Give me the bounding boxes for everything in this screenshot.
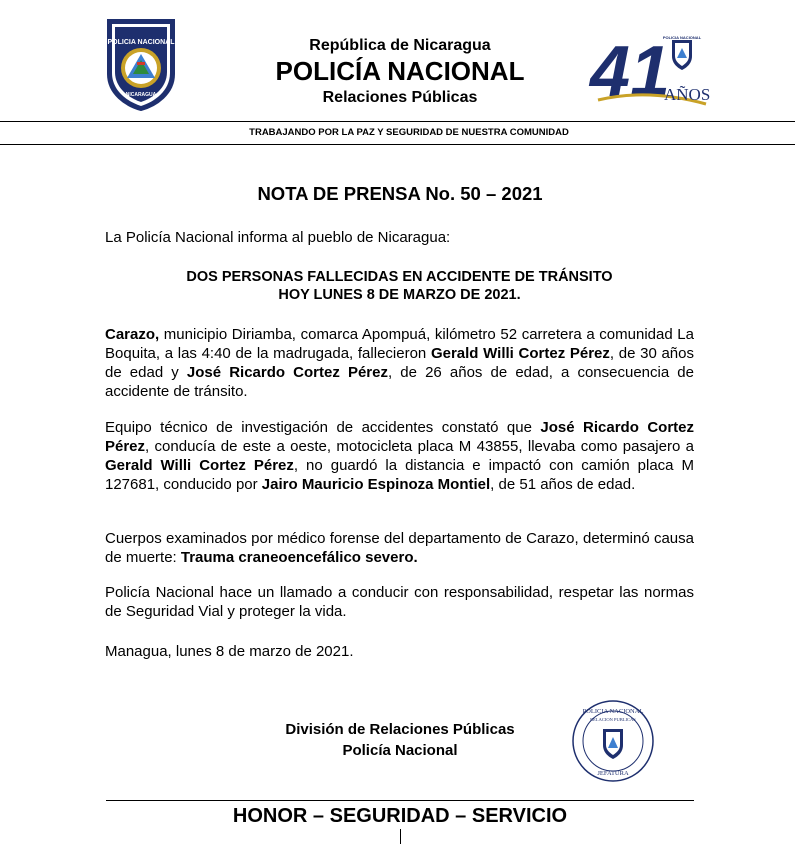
- header-organization: POLICÍA NACIONAL: [275, 56, 525, 86]
- p1-victim-1: Gerald Willi Cortez Pérez: [430, 345, 610, 362]
- jefatura-seal: [571, 699, 655, 783]
- place-date: Managua, lunes 8 de marzo de 2021.: [105, 643, 354, 660]
- p1-text-2: , de 30 años de edad y: [105, 345, 694, 381]
- signature-division: División de Relaciones Públicas: [285, 721, 515, 738]
- anniversary-41-logo: [588, 30, 714, 112]
- intro-paragraph: La Policía Nacional informa al pueblo de Nicaragua:: [105, 229, 451, 246]
- p1-victim-2: José Ricardo Cortez Pérez: [186, 364, 388, 381]
- p2-truck-driver: Jairo Mauricio Espinoza Montiel: [261, 476, 491, 493]
- paragraph-3: [105, 529, 694, 567]
- header-slogan: TRABAJANDO POR LA PAZ Y SEGURIDAD DE NUESTRA COMUNIDAD: [249, 127, 569, 138]
- p2-text-1: Equipo técnico de investigación de accidentes constató que: [105, 419, 541, 436]
- anniversary-badge-text: POLICIA NACIONAL: [662, 35, 702, 40]
- anniversary-number: 41: [590, 32, 671, 112]
- header-divider-top: [0, 121, 795, 122]
- p3-text-1: Cuerpos examinados por médico forense del departamento de Carazo, determinó causa de muerte:: [105, 530, 694, 566]
- p2-passenger: Gerald Willi Cortez Pérez: [105, 457, 294, 474]
- header-country: República de Nicaragua: [309, 37, 491, 54]
- paragraph-1: [105, 325, 694, 401]
- p2-driver: José Ricardo Cortez Pérez: [105, 419, 695, 455]
- paragraph-4: Policía Nacional hace un llamado a conducir con responsabilidad, respetar las normas de Seguridad Vial y proteger la vida.: [105, 584, 694, 620]
- header-divider-bottom: [0, 144, 795, 145]
- paragraph-2: [105, 418, 694, 494]
- logo-left-bottom-text: NICARAGUA: [125, 92, 157, 98]
- document-title: NOTA DE PRENSA No. 50 – 2021: [257, 183, 543, 204]
- p2-text-2: , conducía de este a oeste, motocicleta placa M 43855, llevaba como pasajero a: [145, 438, 694, 455]
- seal-top-text: POLICIA NACIONAL: [582, 708, 644, 715]
- signature-organization: Policía Nacional: [342, 742, 458, 759]
- headline-line-1: DOS PERSONAS FALLECIDAS EN ACCIDENTE DE TRÁNSITO: [186, 269, 613, 285]
- footer-motto: HONOR – SEGURIDAD – SERVICIO: [232, 805, 568, 827]
- p2-text-4: , de 51 años de edad.: [490, 476, 636, 493]
- logo-left-top-text: POLICIA NACIONAL: [107, 39, 175, 46]
- p1-location: Carazo,: [105, 326, 160, 343]
- headline: [105, 268, 694, 304]
- text-cursor: [400, 829, 401, 844]
- seal-bottom-text: JEFATURA: [597, 770, 629, 777]
- footer-divider: [106, 800, 694, 801]
- p1-text-3: , de 26 años de edad, a consecuencia de accidente de tránsito.: [105, 364, 694, 400]
- header-department: Relaciones Públicas: [322, 89, 478, 106]
- headline-line-2: HOY LUNES 8 DE MARZO DE 2021.: [278, 287, 521, 303]
- p2-text-3: , no guardó la distancia e impactó con camión placa M 127681, conducido por: [105, 457, 694, 493]
- seal-sub-text: RELACION PUBLICAS: [590, 717, 636, 722]
- p1-text-1: municipio Diriamba, comarca Apompuá, kilómetro 52 carretera a comunidad La Boquita, a las 4:40 de la madrugada, fallecieron: [105, 326, 694, 362]
- anniversary-label: AÑOS: [664, 85, 711, 104]
- p3-cause: Trauma craneoencefálico severo.: [180, 549, 418, 566]
